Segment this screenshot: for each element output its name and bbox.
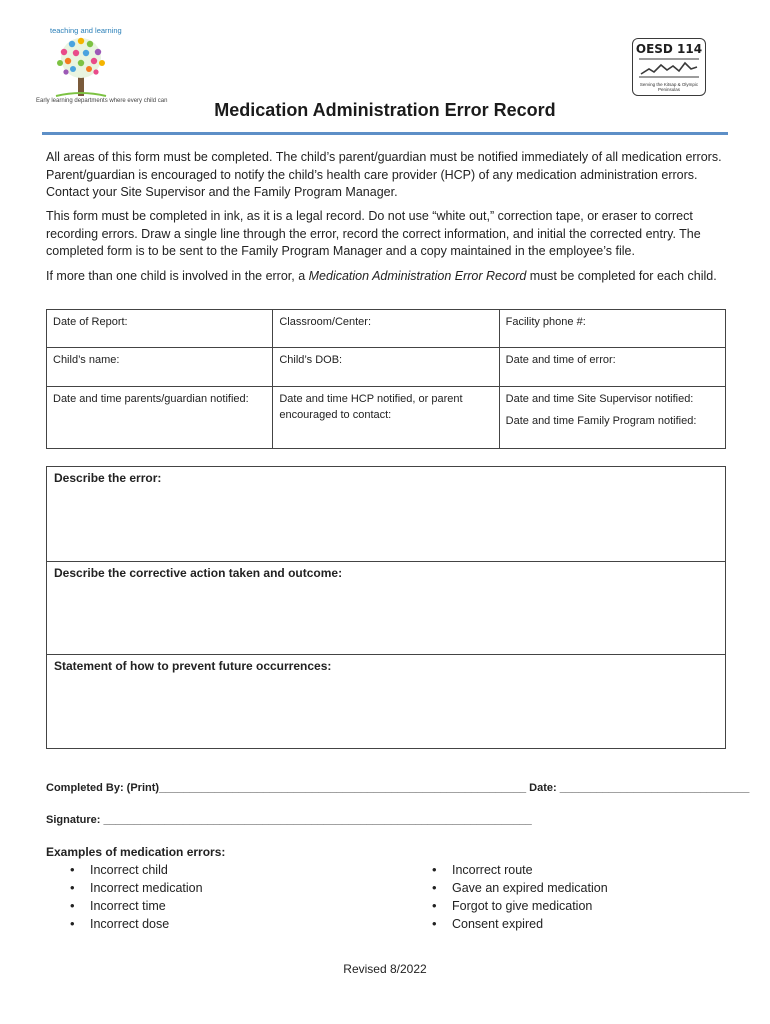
list-item: • Incorrect child <box>66 861 203 879</box>
childs-name-label: Child’s name: <box>53 354 120 366</box>
childs-dob-field[interactable] <box>273 348 499 387</box>
signature-line[interactable]: Signature: ______________________________________________________________________ <box>46 814 532 826</box>
instructions-paragraph-1: All areas of this form must be completed. The child’s parent/guardian must be notified immediately of all medication errors. Parent/guardian is encouraged to notify the child’s health care provider (HCP) of any medication administration errors. Contact your Site Supervisor and the Family Program Manager. <box>46 150 722 199</box>
list-item: • Incorrect route <box>428 861 608 879</box>
logo-motto: Early learning departments where every child can <box>36 98 168 104</box>
instructions-paragraph-2: This form must be completed in ink, as it is a legal record. Do not use “white out,” correction tape, or eraser to correct recording errors. Draw a single line through the error, record the correct information, and initial the corrected entry. The completed form is to be sent to the Family Program Manager and a copy maintained in the employee’s file. <box>46 209 701 258</box>
supervisor-fpm-notified-field[interactable] <box>499 387 725 449</box>
title-divider <box>42 132 728 135</box>
describe-error-box[interactable] <box>47 467 725 562</box>
hcp-notified-label: Date and time HCP notified, or parent encouraged to contact: <box>279 393 463 421</box>
incident-info-table <box>46 309 726 449</box>
corrective-action-label: Describe the corrective action taken and outcome: <box>54 566 343 580</box>
logo-tagline: teaching and learning <box>50 26 122 35</box>
list-item: • Forgot to give medication <box>428 897 608 915</box>
childs-name-field[interactable] <box>47 348 273 387</box>
page-title: Medication Administration Error Record <box>214 100 556 120</box>
description-boxes <box>46 466 726 749</box>
completed-by-date-line[interactable]: Completed By: (Print)____________________________________________________________ Date: _______________________________ <box>46 782 750 794</box>
table-row <box>47 348 726 387</box>
tree-icon <box>46 36 116 98</box>
prevention-statement-label: Statement of how to prevent future occurrences: <box>54 659 332 673</box>
mountain-icon <box>639 57 699 79</box>
list-item: • Incorrect dose <box>66 915 203 933</box>
list-item: • Incorrect medication <box>66 879 203 897</box>
classroom-center-label: Classroom/Center: <box>279 316 372 328</box>
childs-dob-label: Child’s DOB: <box>279 354 343 366</box>
examples-list-left <box>66 861 203 933</box>
oesd-logo-title: OESD 114 <box>635 42 703 56</box>
describe-error-label: Describe the error: <box>54 471 162 485</box>
fpm-notified-label: Date and time Family Program notified: <box>505 415 697 427</box>
error-datetime-label: Date and time of error: <box>505 354 616 366</box>
list-item: • Incorrect time <box>66 897 203 915</box>
site-supervisor-notified-label: Date and time Site Supervisor notified: <box>505 393 694 405</box>
error-datetime-field[interactable] <box>499 348 725 387</box>
p3-text-end: must be completed for each child. <box>526 269 717 283</box>
hcp-notified-field[interactable] <box>273 387 499 449</box>
instructions-paragraph-3 <box>46 268 726 286</box>
examples-heading: Examples of medication errors: <box>46 845 226 859</box>
prevention-statement-box[interactable] <box>47 655 725 748</box>
date-of-report-label: Date of Report: <box>53 316 128 328</box>
revision-date: Revised 8/2022 <box>343 962 427 976</box>
oesd-logo-subtitle: Serving the Kitsap & Olympic Peninsulas <box>639 82 699 92</box>
facility-phone-label: Facility phone #: <box>505 316 586 328</box>
examples-list-right <box>428 861 608 933</box>
table-row <box>47 310 726 348</box>
parents-notified-field[interactable] <box>47 387 273 449</box>
parents-notified-label: Date and time parents/guardian notified: <box>53 393 249 405</box>
form-name-italic: Medication Administration Error Record <box>308 269 527 283</box>
list-item: • Consent expired <box>428 915 608 933</box>
oesd-logo <box>632 38 706 96</box>
classroom-center-field[interactable] <box>273 310 499 348</box>
p3-text-start: If more than one child is involved in the error, a <box>46 269 309 283</box>
table-row <box>47 387 726 449</box>
list-item: • Gave an expired medication <box>428 879 608 897</box>
corrective-action-box[interactable] <box>47 562 725 655</box>
facility-phone-field[interactable] <box>499 310 725 348</box>
date-of-report-field[interactable] <box>47 310 273 348</box>
